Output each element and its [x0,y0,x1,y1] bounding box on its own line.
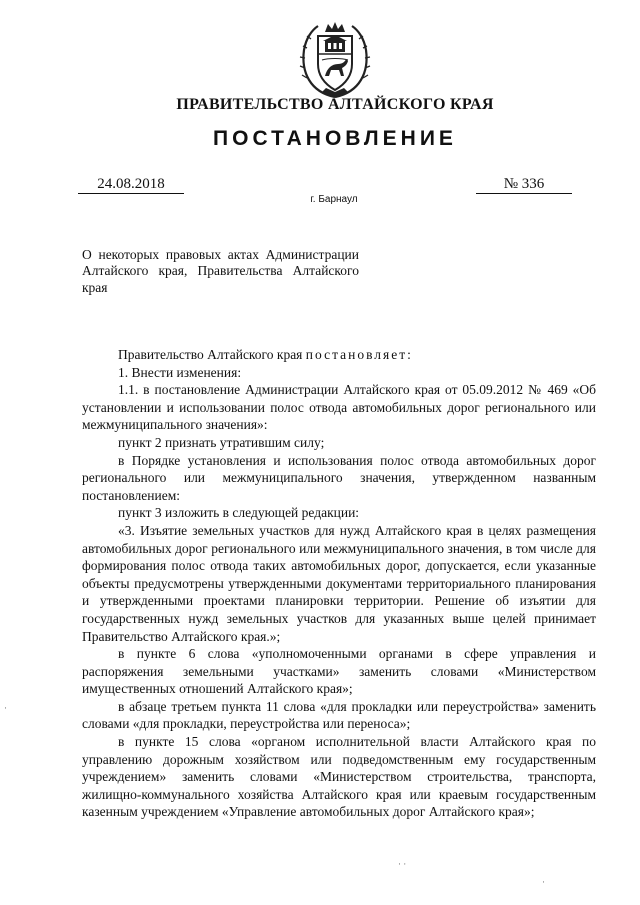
paragraph: «3. Изъятие земельных участков для нужд Алтайского края в целях размещения автомобильных дорог регионального или межмуниципального значения, в том числе для формирования полос отвода таких автомобильных дорог, допускается, если указанные объекты предусмотрены утвержденными документами территориального планирования и утвержденными проектами планировки территории. Решение об изъятии для государственных нужд земельных участков для указанных выше целей принимает Правительство Алтайского края.»; [82,522,596,644]
city-name: г. Барнаул [310,194,358,205]
coat-of-arms-icon [298,20,372,100]
paragraph: в Порядке установления и использования полос отвода автомобильных дорог регионального или межмуниципального значения, утвержденном названным постановлением: [82,452,596,503]
preamble-decrees: постановляет: [305,347,413,362]
paragraph: 1. Внести изменения: [118,364,242,380]
scan-mark: · [4,703,7,713]
document-type: ПОСТАНОВЛЕНИЕ [213,127,457,150]
government-name: ПРАВИТЕЛЬСТВО АЛТАЙСКОГО КРАЯ [176,96,494,113]
preamble-lead: Правительство Алтайского края [118,347,306,362]
paragraph: пункт 3 изложить в следующей редакции: [118,505,360,521]
document-body [82,346,596,821]
paragraph: в абзаце третьем пункта 11 слова «для прокладки или переустройства» заменить словами «для прокладки, переустройства или переноса»; [82,698,596,732]
paragraph: в пункте 15 слова «органом исполнительной власти Алтайского края по управлению дорожным хозяйством или подведомственным ему государственным учреждением» заменить словами «Министерством строительства, транспорта, жилищно-коммунального хозяйства Алтайского края или краевым государственным казенным учреждением «Управление автомобильных дорог Алтайского края»; [82,734,596,820]
paragraph: пункт 2 признать утратившим силу; [118,434,325,450]
paragraph: в пункте 6 слова «уполномоченными органами в сфере управления и распоряжения земельными участками» заменить словами «Министерством имущественных отношений Алтайского края»; [82,646,596,697]
document-subject: О некоторых правовых актах Администрации Алтайского края, Правительства Алтайского края [82,247,359,295]
document-date: 24.08.2018 [78,176,184,194]
paragraph: 1.1. в постановление Администрации Алтайского края от 05.09.2012 № 469 «Об установлении и использовании полос отвода автомобильных дорог регионального или межмуниципального значения»: [82,382,596,433]
document-number: № 336 [476,176,572,194]
preamble [82,346,596,364]
scan-mark: · [542,877,545,887]
scan-mark: · · [398,859,407,869]
